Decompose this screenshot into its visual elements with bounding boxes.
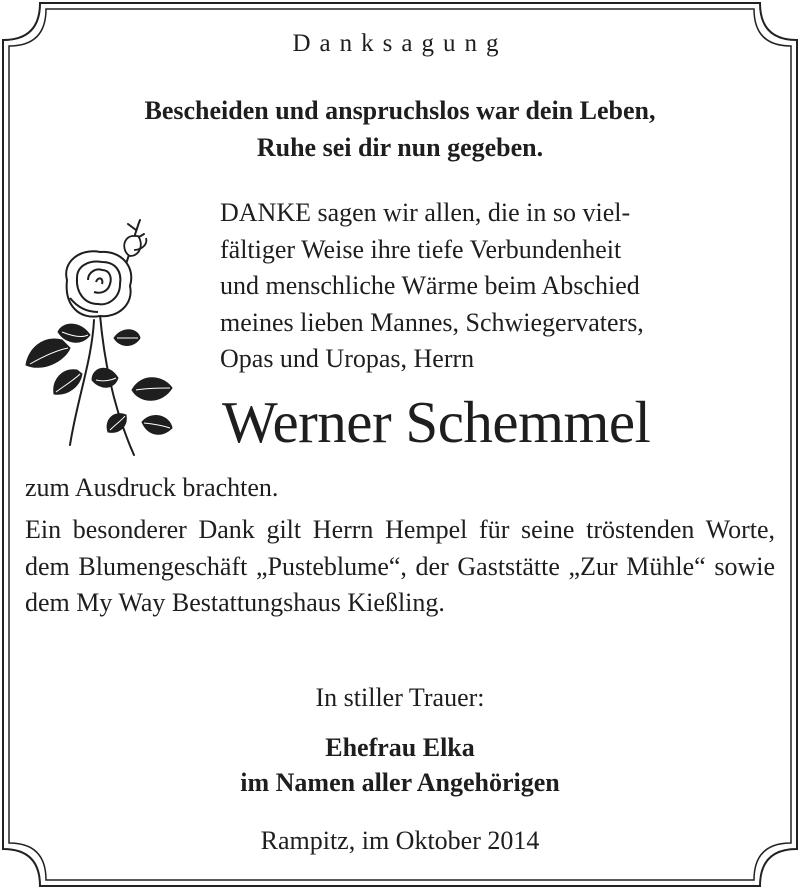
intro-line-5: Opas und Uropas, Herrn bbox=[220, 344, 475, 373]
mourning-line: In stiller Trauer: bbox=[315, 683, 485, 712]
place-date: Rampitz, im Oktober 2014 bbox=[260, 826, 540, 855]
deceased-name: Werner Schemmel bbox=[222, 389, 651, 455]
body-line-1: zum Ausdruck brachten. bbox=[25, 473, 279, 502]
signature-line-1: Ehefrau Elka bbox=[325, 733, 475, 762]
verse-line-2: Ruhe sei dir nun gegeben. bbox=[256, 133, 544, 162]
intro-line-1: DANKE sagen wir allen, die in so viel- bbox=[220, 198, 631, 227]
thanks-paragraph: Ein besonderer Dank gilt Herrn Hempel für seine tröstenden Worte, dem Blumengeschäft „Pusteblume“, der Gaststätte „Zur Mühle“ sowie dem My Way Bestattungshaus Kießling. bbox=[25, 515, 775, 617]
rose-icon bbox=[22, 210, 182, 465]
verse-line-1: Bescheiden und anspruchslos war dein Leben, bbox=[144, 96, 656, 125]
intro-line-2: fältiger Weise ihre tiefe Verbundenheit bbox=[220, 234, 622, 264]
signature-line-2: im Namen aller Angehörigen bbox=[240, 768, 560, 797]
intro-line-3: und menschliche Wärme beim Abschied bbox=[220, 271, 640, 300]
heading-danksagung: Danksagung bbox=[292, 30, 508, 57]
thanks-intro bbox=[220, 195, 773, 378]
intro-line-4: meines lieben Mannes, Schwiegervaters, bbox=[220, 307, 644, 337]
